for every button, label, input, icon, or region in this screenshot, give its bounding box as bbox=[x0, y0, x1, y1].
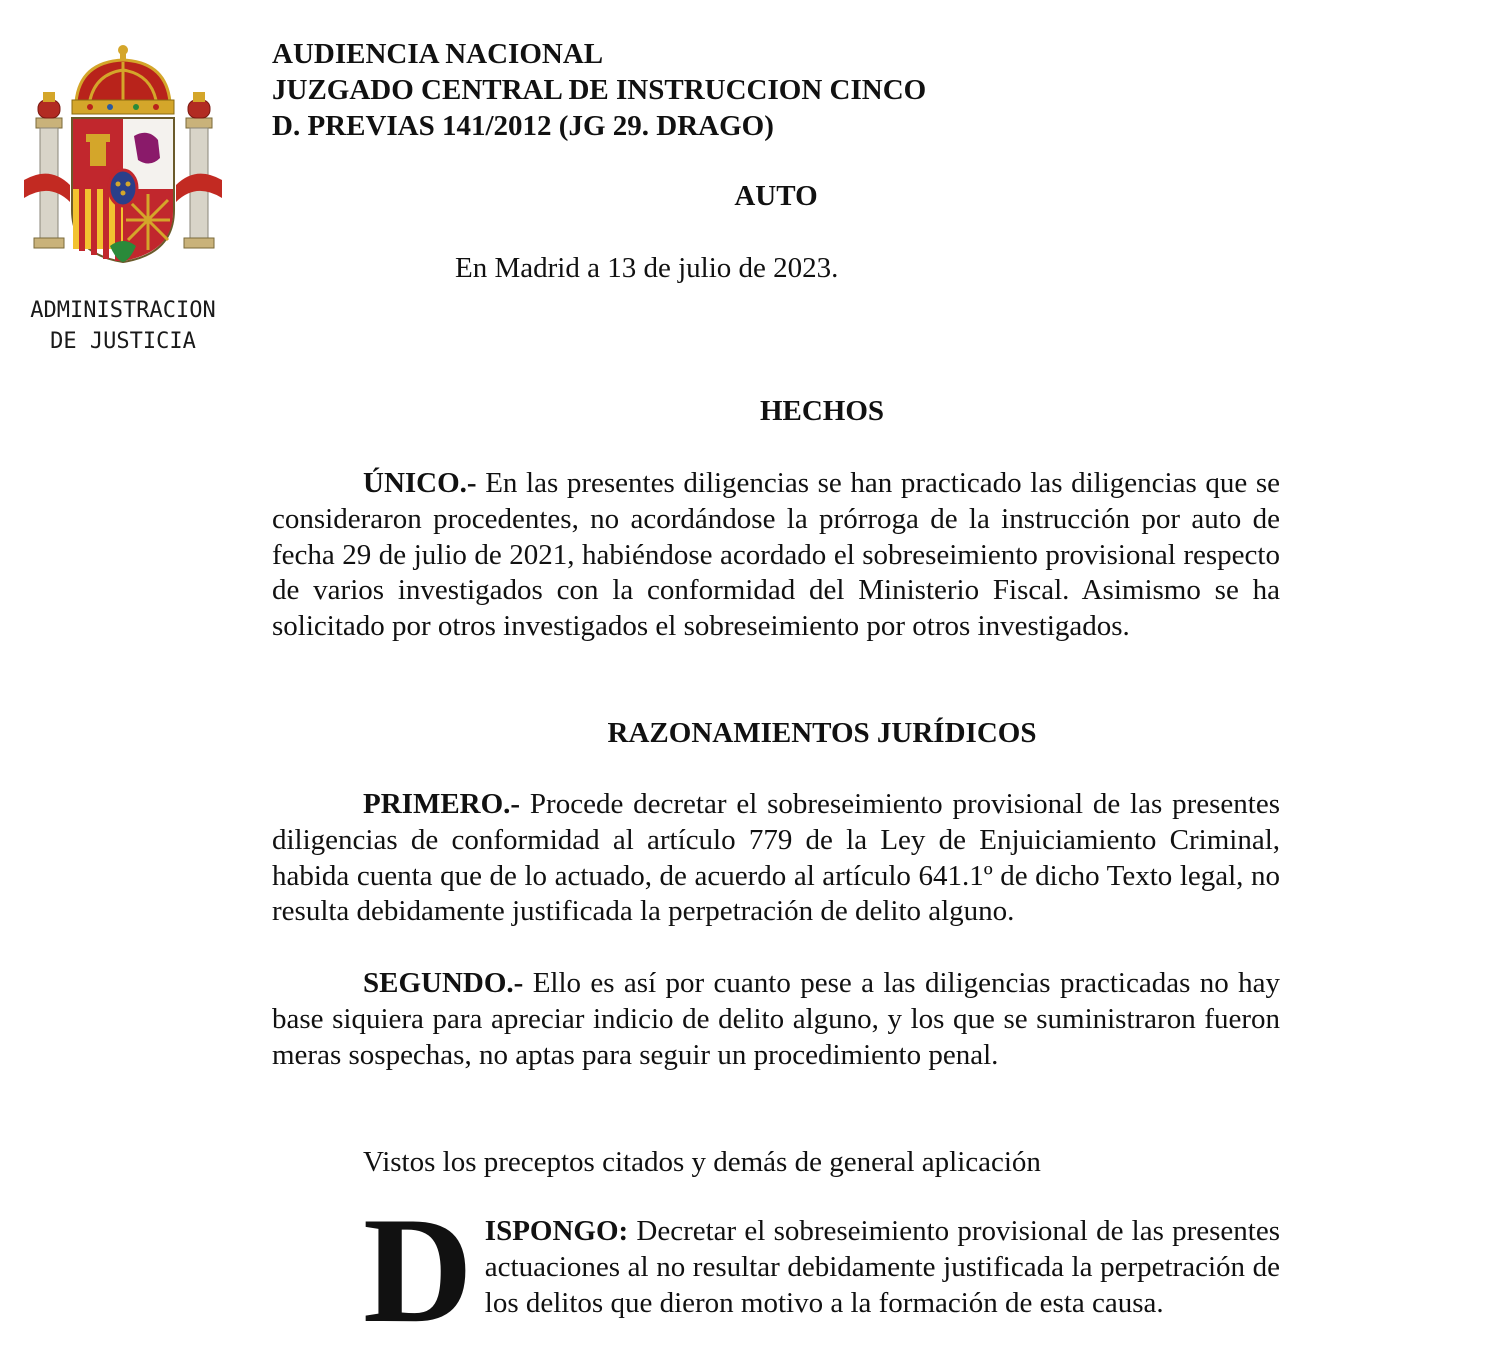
hechos-heading: HECHOS bbox=[759, 395, 885, 427]
shield bbox=[72, 118, 174, 262]
court-division: JUZGADO CENTRAL DE INSTRUCCION CINCO bbox=[272, 74, 927, 106]
unico-text: En las presentes diligencias se han practicado las diligencias que se consideraron procedentes, no acordándose la prórroga de la instrucción por auto de fecha 29 de julio de 2021, habiéndose acordado el sobreseimiento provisional respecto de varios investigados con la conformidad del Ministerio Fiscal. Asimismo se ha solicitado por otros investigados el sobreseimiento por otros investigados. bbox=[272, 467, 1280, 643]
primero-lead: PRIMERO.- bbox=[363, 788, 521, 820]
coat-of-arms-logo bbox=[10, 40, 236, 270]
dropcap-letter: D bbox=[363, 1186, 473, 1354]
primero-text: Procede decretar el sobreseimiento provisional de las presentes diligencias de conformidad al artículo 779 de la Ley de Enjuiciamiento Criminal, habida cuenta que de lo actuado, de acuerdo al artículo 641.1º de dicho Texto legal, no resulta debidamente justificada la perpetración de delito alguno. bbox=[272, 788, 1280, 928]
vistos-line: Vistos los preceptos citados y demás de general aplicación bbox=[363, 1146, 1041, 1178]
crest-caption-line-1: ADMINISTRACION bbox=[30, 298, 216, 323]
crest-caption bbox=[10, 295, 236, 357]
unico-lead: ÚNICO.- bbox=[363, 467, 477, 499]
right-pillar bbox=[184, 92, 214, 248]
segundo-lead: SEGUNDO.- bbox=[363, 967, 524, 999]
segundo-paragraph bbox=[272, 966, 1280, 1073]
dispongo-lead: ISPONGO: bbox=[484, 1215, 629, 1247]
unico-paragraph bbox=[272, 466, 1280, 645]
dispongo-text: Decretar el sobreseimiento provisional de las presentes actuaciones al no resultar debidamente justificada la perpetración de los delitos que dieron motivo a la formación de esta causa. bbox=[484, 1215, 1280, 1319]
date-line: En Madrid a 13 de julio de 2023. bbox=[455, 252, 839, 284]
court-header bbox=[272, 36, 926, 144]
left-pillar bbox=[34, 92, 64, 248]
dispongo-paragraph bbox=[272, 1186, 1280, 1354]
segundo-text: Ello es así por cuanto pese a las diligencias practicadas no hay base siquiera para apreciar indicio de delito alguno, y los que se suministraron fueron meras sospechas, no aptas para seguir un procedimiento penal. bbox=[272, 967, 1280, 1071]
primero-paragraph bbox=[272, 787, 1280, 930]
document-type-title: AUTO bbox=[734, 180, 818, 212]
court-name: AUDIENCIA NACIONAL bbox=[272, 38, 604, 70]
crest-caption-line-2: DE JUSTICIA bbox=[50, 329, 196, 354]
razonamientos-heading: RAZONAMIENTOS JURÍDICOS bbox=[607, 717, 1037, 749]
crown bbox=[72, 45, 174, 114]
case-reference: D. PREVIAS 141/2012 (JG 29. DRAGO) bbox=[272, 110, 774, 142]
